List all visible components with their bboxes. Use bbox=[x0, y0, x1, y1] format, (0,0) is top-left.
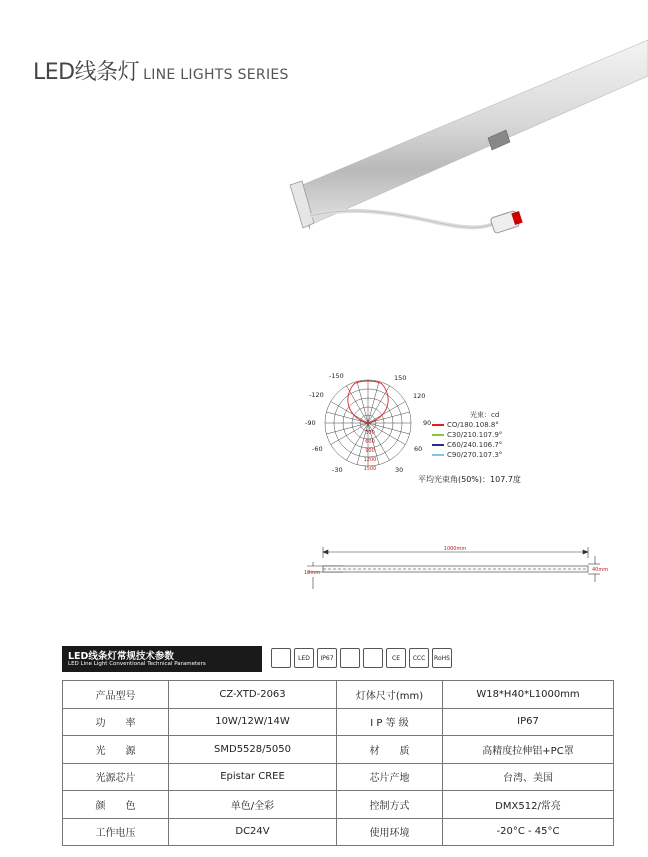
angle-label: 150 bbox=[394, 374, 407, 382]
spec-value: -20°C - 45°C bbox=[443, 818, 614, 846]
spec-label: 材 质 bbox=[337, 736, 443, 764]
legend-swatch bbox=[432, 424, 444, 426]
polar-chart bbox=[300, 368, 440, 480]
length-label: 1000mm bbox=[443, 546, 467, 552]
angle-label: 120 bbox=[413, 392, 426, 400]
spec-value: 高精度拉伸铝+PC罩 bbox=[443, 736, 614, 764]
legend-swatch bbox=[432, 434, 444, 436]
product-image bbox=[270, 40, 648, 250]
angle-label: 90 bbox=[423, 419, 432, 427]
ce-icon: CE bbox=[386, 648, 406, 668]
legend-item: C30/210.107.9° bbox=[432, 430, 502, 440]
spec-label: 产品型号 bbox=[63, 681, 169, 709]
spec-label: I P 等 级 bbox=[337, 708, 443, 736]
spec-value: CZ-XTD-2063 bbox=[169, 681, 337, 709]
title-cn: LED线条灯 bbox=[33, 60, 140, 85]
params-title-cn: LED线条灯常规技术参数 bbox=[68, 651, 174, 662]
angle-label: -90 bbox=[305, 419, 316, 427]
spec-value: 单色/全彩 bbox=[169, 791, 337, 819]
spec-label: 光 源 bbox=[63, 736, 169, 764]
cert-icons bbox=[271, 648, 452, 668]
spec-value: Epistar CREE bbox=[169, 763, 337, 791]
angle-label: -120 bbox=[309, 391, 324, 399]
spec-value: IP67 bbox=[443, 708, 614, 736]
radial-label: 1500 bbox=[363, 466, 377, 472]
table-row bbox=[63, 708, 614, 736]
f-mark-icon bbox=[340, 648, 360, 668]
spec-label: 芯片产地 bbox=[337, 763, 443, 791]
spec-value: DC24V bbox=[169, 818, 337, 846]
indoor-icon bbox=[271, 648, 291, 668]
angle-label: 60 bbox=[414, 445, 423, 453]
legend-item: C60/240.106.7° bbox=[432, 440, 502, 450]
spec-label: 控制方式 bbox=[337, 791, 443, 819]
params-title-en: LED Line Light Conventional Technical Parameters bbox=[68, 661, 206, 667]
spec-value: W18*H40*L1000mm bbox=[443, 681, 614, 709]
title-en: LINE LIGHTS SERIES bbox=[143, 67, 289, 83]
table-row bbox=[63, 681, 614, 709]
spec-label: 工作电压 bbox=[63, 818, 169, 846]
page-title bbox=[33, 55, 289, 86]
table-row bbox=[63, 736, 614, 764]
spec-value: 10W/12W/14W bbox=[169, 708, 337, 736]
angle-label: -30 bbox=[332, 466, 343, 474]
radial-label: 1200 bbox=[363, 457, 377, 463]
led-icon: LED bbox=[294, 648, 314, 668]
width-label: 18mm bbox=[304, 570, 321, 576]
spec-label: 灯体尺寸(mm) bbox=[337, 681, 443, 709]
angle-label: -60 bbox=[312, 445, 323, 453]
legend-swatch bbox=[432, 444, 444, 446]
legend-title: 光束：cd bbox=[470, 411, 500, 419]
params-header bbox=[62, 646, 262, 672]
ccc-icon: CCC bbox=[409, 648, 429, 668]
spec-value: DMX512/常亮 bbox=[443, 791, 614, 819]
ip67-icon: IP67 bbox=[317, 648, 337, 668]
rohs-icon: RoHS bbox=[432, 648, 452, 668]
dimension-drawing bbox=[303, 544, 613, 604]
angle-label: 30 bbox=[395, 466, 404, 474]
table-row bbox=[63, 791, 614, 819]
radial-label: 600 bbox=[365, 439, 375, 445]
legend-swatch bbox=[432, 454, 444, 456]
polar-legend bbox=[432, 410, 502, 460]
table-row bbox=[63, 818, 614, 846]
table-row bbox=[63, 763, 614, 791]
spec-label: 光源芯片 bbox=[63, 763, 169, 791]
spec-value: SMD5528/5050 bbox=[169, 736, 337, 764]
spec-table bbox=[62, 680, 614, 846]
angle-label: -150 bbox=[329, 372, 344, 380]
legend-item: C90/270.107.3° bbox=[432, 450, 502, 460]
spec-label: 颜 色 bbox=[63, 791, 169, 819]
spec-label: 功 率 bbox=[63, 708, 169, 736]
spec-value: 台湾、美国 bbox=[443, 763, 614, 791]
height-label: 40mm bbox=[592, 567, 609, 573]
radial-label: 300 bbox=[365, 430, 375, 436]
avg-beam-angle: 平均光束角(50%)：107.7度 bbox=[418, 475, 521, 484]
class3-icon bbox=[363, 648, 383, 668]
legend-item: CO/180.108.8° bbox=[432, 420, 502, 430]
spec-label: 使用环境 bbox=[337, 818, 443, 846]
radial-label: 900 bbox=[365, 448, 375, 454]
